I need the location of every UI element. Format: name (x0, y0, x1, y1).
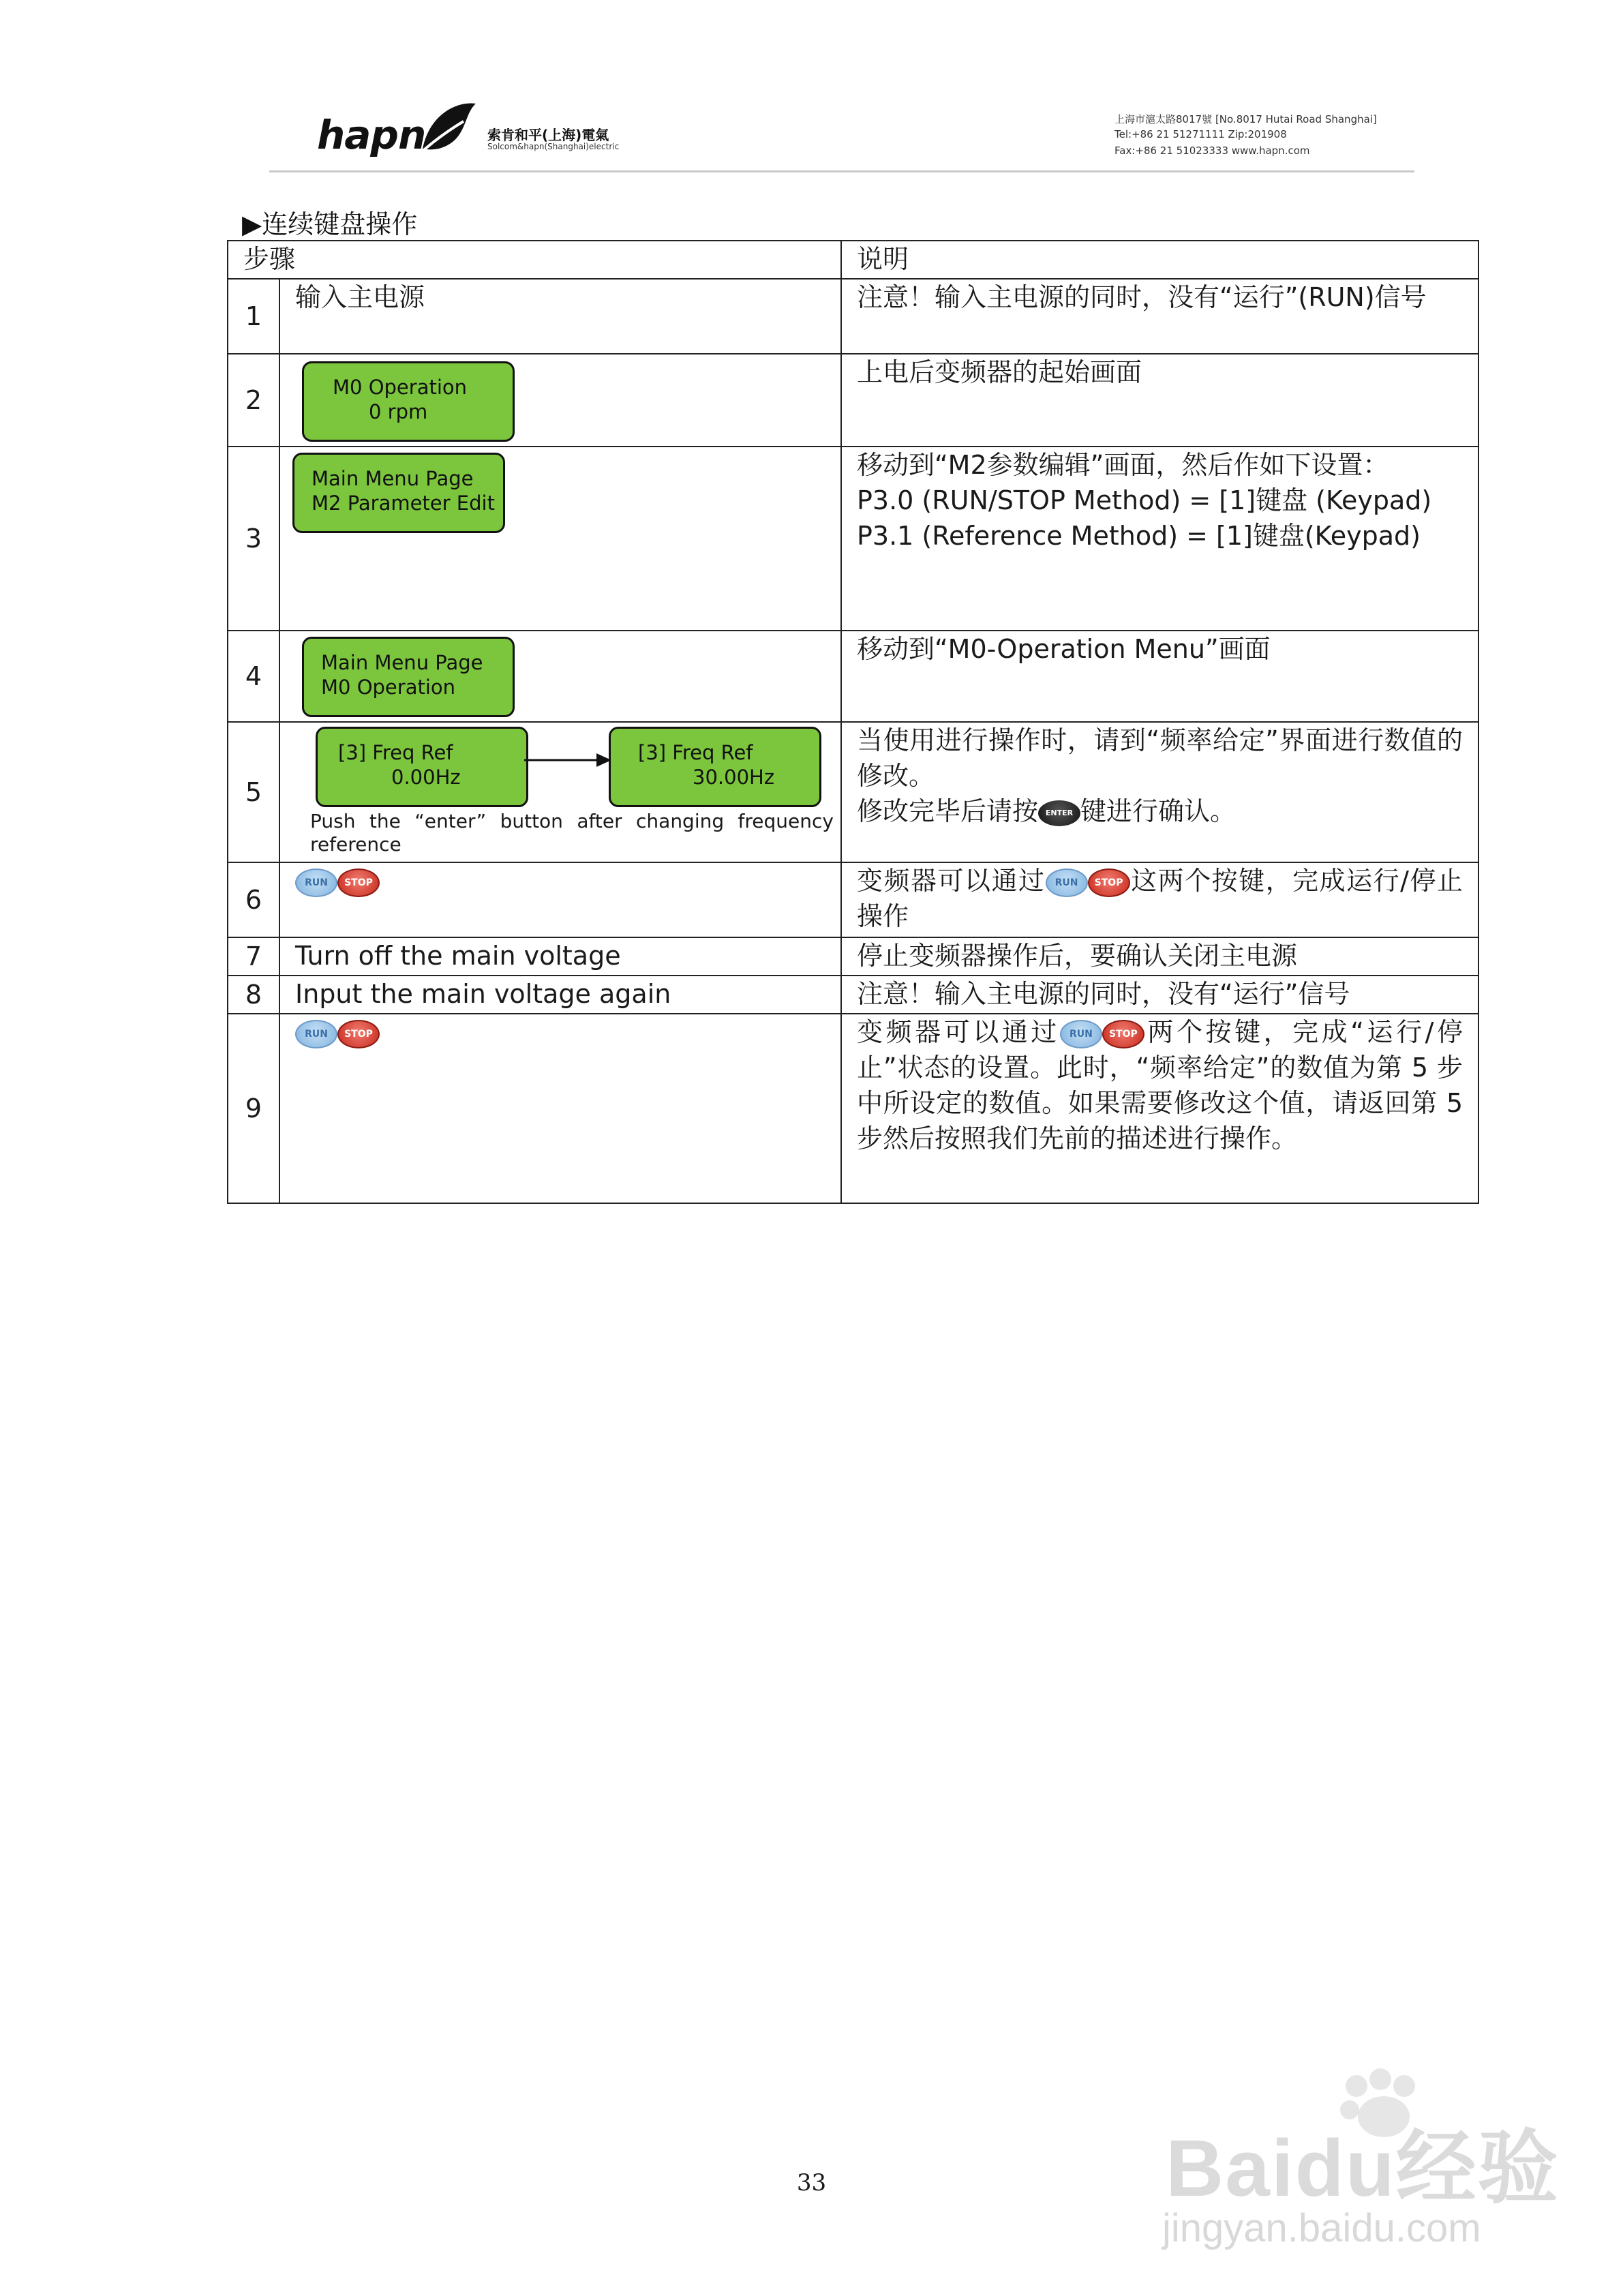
step-number: 4 (228, 631, 279, 722)
step-number: 6 (228, 862, 279, 937)
table-row (228, 447, 1478, 631)
desc-line: P3.1 (Reference Method) = [1]键盘(Keypad) (857, 521, 1421, 551)
run-button-icon: RUN (295, 868, 337, 897)
step-visual (279, 354, 841, 447)
lcd-line-1: [3] Freq Ref (638, 741, 753, 764)
step-desc (841, 1014, 1478, 1203)
step-number: 1 (228, 279, 279, 354)
step-text: Input the main voltage again (279, 976, 841, 1014)
lcd-line-1: [3] Freq Ref (338, 741, 453, 764)
step-desc: 移动到“M0-Operation Menu”画面 (841, 631, 1478, 722)
run-button-icon: RUN (295, 1020, 337, 1048)
step-visual (279, 862, 841, 937)
step-visual (279, 447, 841, 631)
step-number: 7 (228, 937, 279, 976)
step-number: 8 (228, 976, 279, 1014)
step-visual (279, 631, 841, 722)
table-row (228, 937, 1478, 976)
lcd-line-1: Main Menu Page (312, 467, 474, 490)
stop-button-icon: STOP (337, 868, 380, 897)
table-row (228, 354, 1478, 447)
desc-text: 两个按键，完成“运行/停止”状态的设置。此时，“频率给定”的数值为第 5 步中所设定的数值。如果需要修改这个值，请返回第 5 步然后按照我们先前的描述进行操作。 (857, 1017, 1463, 1153)
desc-text-line (857, 794, 1463, 829)
step-number: 2 (228, 354, 279, 447)
table-row (228, 631, 1478, 722)
stop-button-icon: STOP (337, 1020, 380, 1048)
lcd-line-1: M0 Operation (333, 376, 468, 399)
desc-text: 当使用进行操作时，请到“频率给定”界面进行数值的修改。 (857, 725, 1463, 791)
desc-text: 键进行确认。 (1080, 796, 1237, 826)
step-number: 3 (228, 447, 279, 631)
contact-address: 上海市滬太路8017號 [No.8017 Hutai Road Shanghai] (1114, 113, 1377, 125)
step-visual (279, 722, 841, 862)
run-button-icon: RUN (1046, 868, 1088, 897)
desc-text: 变频器可以通过 (857, 866, 1046, 896)
lcd-screen-before (316, 727, 528, 807)
desc-text: 这两个按键，完成运行/停止操作 (857, 866, 1463, 931)
brand-name-cn: 索肯和平(上海)電氣 (487, 127, 609, 143)
lcd-line-1: Main Menu Page (321, 651, 483, 674)
contact-tel: Tel:+86 21 51271111 Zip:201908 (1114, 128, 1287, 140)
step-number: 9 (228, 1014, 279, 1203)
step-desc: 注意！输入主电源的同时，没有“运行”(RUN)信号 (841, 279, 1478, 354)
lcd-line-2: 0.00Hz (391, 766, 461, 789)
stop-button-icon: STOP (1102, 1020, 1144, 1048)
step-text: 输入主电源 (279, 279, 841, 354)
desc-text: 修改完毕后请按 (857, 796, 1039, 826)
table-row (228, 722, 1478, 862)
page-number: 33 (796, 2169, 827, 2196)
desc-text: 变频器可以通过 (857, 1017, 1060, 1047)
watermark-logo: Baidu经验 (1166, 2124, 1560, 2214)
table-header-row (228, 241, 1478, 279)
arrow-right-icon (524, 750, 613, 770)
step-desc: 注意！输入主电源的同时，没有“运行”信号 (841, 976, 1478, 1014)
step-text: Turn off the main voltage (279, 937, 841, 976)
table-row (228, 279, 1478, 354)
table-row (228, 862, 1478, 937)
stop-button-icon: STOP (1088, 868, 1130, 897)
lcd-line-2: M2 Parameter Edit (312, 492, 495, 515)
contact-fax: Fax:+86 21 51023333 www.hapn.com (1114, 145, 1310, 157)
lcd-line-2: 0 rpm (369, 400, 428, 423)
lcd-screen (292, 453, 505, 533)
brand-name-en: Solcom&hapn(Shanghai)electric (487, 142, 620, 151)
lcd-screen (302, 361, 515, 442)
enter-button-icon: ENTER (1038, 800, 1080, 826)
step-note: Push the “enter” button after changing frequency reference (310, 810, 834, 856)
step-desc (841, 862, 1478, 937)
table-row (228, 1014, 1478, 1203)
table-row (228, 976, 1478, 1014)
lcd-line-2: M0 Operation (321, 676, 456, 699)
desc-line: 移动到“M2参数编辑”画面，然后作如下设置： (857, 450, 1389, 480)
step-desc (841, 447, 1478, 631)
step-desc: 停止变频器操作后，要确认关闭主电源 (841, 937, 1478, 976)
header-step: 步骤 (228, 241, 841, 279)
watermark-url: jingyan.baidu.com (1162, 2206, 1481, 2250)
page-header (269, 97, 1414, 172)
lcd-line-2: 30.00Hz (693, 766, 775, 789)
step-visual (279, 1014, 841, 1203)
lcd-screen (302, 637, 515, 717)
header-desc: 说明 (841, 241, 1478, 279)
desc-line: P3.0 (RUN/STOP Method) = [1]键盘 (Keypad) (857, 485, 1432, 515)
run-button-icon: RUN (1060, 1020, 1102, 1048)
operation-steps-table (227, 240, 1479, 1204)
lcd-screen-after (609, 727, 821, 807)
logo-wordmark: hapn (317, 112, 426, 158)
step-number: 5 (228, 722, 279, 862)
step-desc (841, 722, 1478, 862)
step-desc: 上电后变频器的起始画面 (841, 354, 1478, 447)
section-title: ▶连续键盘操作 (242, 209, 418, 239)
